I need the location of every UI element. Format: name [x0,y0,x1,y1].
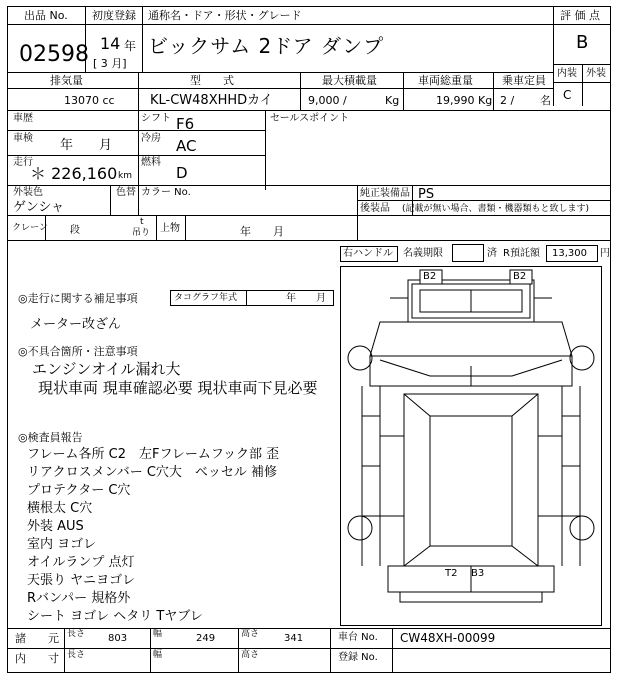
mileage-unit: km [118,171,132,181]
displacement-value: 13070 cc [64,94,115,107]
dims-label: 諸 元 [15,632,59,645]
capacity-label: 乗車定員 [502,74,546,87]
truck-diagram [340,266,602,626]
height-value: 341 [284,633,304,644]
diagram-mark-b2-right: B2 [513,271,527,282]
first-reg-year: 14 [100,34,121,53]
inspector-title: ◎検査員報告 [18,431,83,444]
interior-score: C [563,88,572,102]
inspector-line-7: オイルランプ 点灯 [27,555,135,570]
gross-weight-label: 車両総重量 [418,74,473,87]
recycle-amount: 13,300 [552,248,587,259]
car-name: ビックサム 2ドア ダンプ [148,34,385,58]
inspector-line-6: 室内 ヨゴレ [27,537,97,552]
color-change-label: 色替 [116,187,136,198]
inner-height-label: 高さ [241,650,260,660]
upper-date: 年 月 [240,225,284,238]
defects-line-1: エンジンオイル漏れ大 [32,360,181,378]
gross-weight-value: 19,990 Kg [436,94,493,107]
equipment-value: PS [418,187,435,202]
inspector-line-9: Rバンパー 規格外 [27,591,131,606]
exterior-label: 外装 [586,68,606,79]
inspector-line-5: 外装 AUS [27,519,84,534]
chassis-label: 車台 No. [338,632,378,643]
max-load-value: 9,000 / [308,94,347,107]
eval-label: 評 価 点 [560,9,600,22]
aftermarket-note: (記載が無い場合、書類・機器類もと致します) [402,204,590,214]
shift-label: シフト [141,113,171,124]
inspection-label: 車検 [13,133,33,144]
height-label: 高さ [241,629,260,639]
reg-no-label: 登録 No. [338,652,378,663]
lot-no: 02598 [19,42,89,67]
chassis-value: CW48XH-00099 [400,631,496,645]
crane-label: クレーン [12,223,48,233]
right-handle-text: 右ハンドル [343,248,393,259]
inner-length-label: 長さ [67,650,86,660]
max-load-unit: Kg [385,94,400,107]
desc-label: 通称名・ドア・形状・グレード [148,9,302,22]
eval-score: B [576,32,589,53]
aircon-value: AC [176,137,197,155]
aftermarket-label: 後装品 [360,203,390,214]
tachograph-value: 年 月 [286,293,326,304]
color-label: 外装色 [13,187,43,198]
defects-title: ◎不具合箇所・注意事項 [18,345,138,358]
fuel-label: 燃料 [141,157,161,168]
length-value: 803 [108,633,128,644]
name-change-box [452,244,484,262]
inner-width-label: 幅 [153,650,163,660]
inspector-line-3: プロテクター C穴 [27,483,131,498]
sales-point-label: セールスポイント [270,113,350,124]
color-value: ゲンシャ [13,200,65,215]
recycle-label: 済 [487,248,497,259]
length-label: 長さ [67,629,86,639]
aircon-label: 冷房 [141,133,161,144]
first-reg-label: 初度登録 [92,9,136,22]
capacity-unit: 名 [540,94,551,107]
mileage-value: ＊ 226,160 [30,164,118,183]
crane-stage: 段 [70,225,80,236]
max-load-label: 最大積載量 [322,74,377,87]
displacement-label: 排気量 [50,74,83,87]
shift-value: F6 [176,115,195,133]
color-code-label: カラー No. [141,187,191,198]
inspector-line-4: 横根太 C穴 [27,501,93,516]
upper-label: 上物 [160,223,180,234]
fuel-value: D [176,164,188,182]
mileage-label: 走行 [13,157,33,168]
supplement-text: メーター改ざん [30,317,122,332]
crane-ton: t [140,217,144,227]
yen-label: 円 [600,248,610,259]
name-change-label: 名義期限 [403,248,443,259]
supplement-title: ◎走行に関する補足事項 [18,292,138,305]
width-label: 幅 [153,629,163,639]
diagram-mark-b2-left: B2 [423,271,437,282]
history-label: 車歴 [13,113,33,124]
equipment-label: 純正装備品 [360,188,410,199]
first-reg-month: [ 3 月] [93,57,127,70]
diagram-mark-b3: B3 [471,568,485,579]
defects-line-2: 現状車両 現車確認必要 現状車両下見必要 [38,379,318,397]
capacity-value: 2 / [500,94,515,107]
model-label: 型 式 [190,74,234,87]
diagram-mark-t2: T2 [445,568,458,579]
inspector-line-1: フレーム各所 C2 左Fフレームフック部 歪 [27,447,280,462]
inner-dims-label: 内 寸 [15,652,59,665]
width-value: 249 [196,633,216,644]
inspector-line-8: 天張り ヤニヨゴレ [27,573,136,588]
tachograph-label: タコグラフ年式 [174,293,238,303]
inspector-line-2: リアクロスメンバー C穴大 ベッセル 補修 [27,465,278,480]
interior-label: 内装 [557,68,577,79]
inspector-line-10: シート ヨゴレ ヘタリ Tヤブレ [27,609,203,624]
first-reg-year-unit: 年 [124,39,137,53]
inspection-value: 年 月 [60,138,113,153]
model-value: KL-CW48XHHDカイ [150,93,273,108]
crane-lift: 吊り [132,228,151,238]
lot-no-label: 出品 No. [24,9,68,22]
recycle-amount-label: R預託額 [503,248,540,259]
